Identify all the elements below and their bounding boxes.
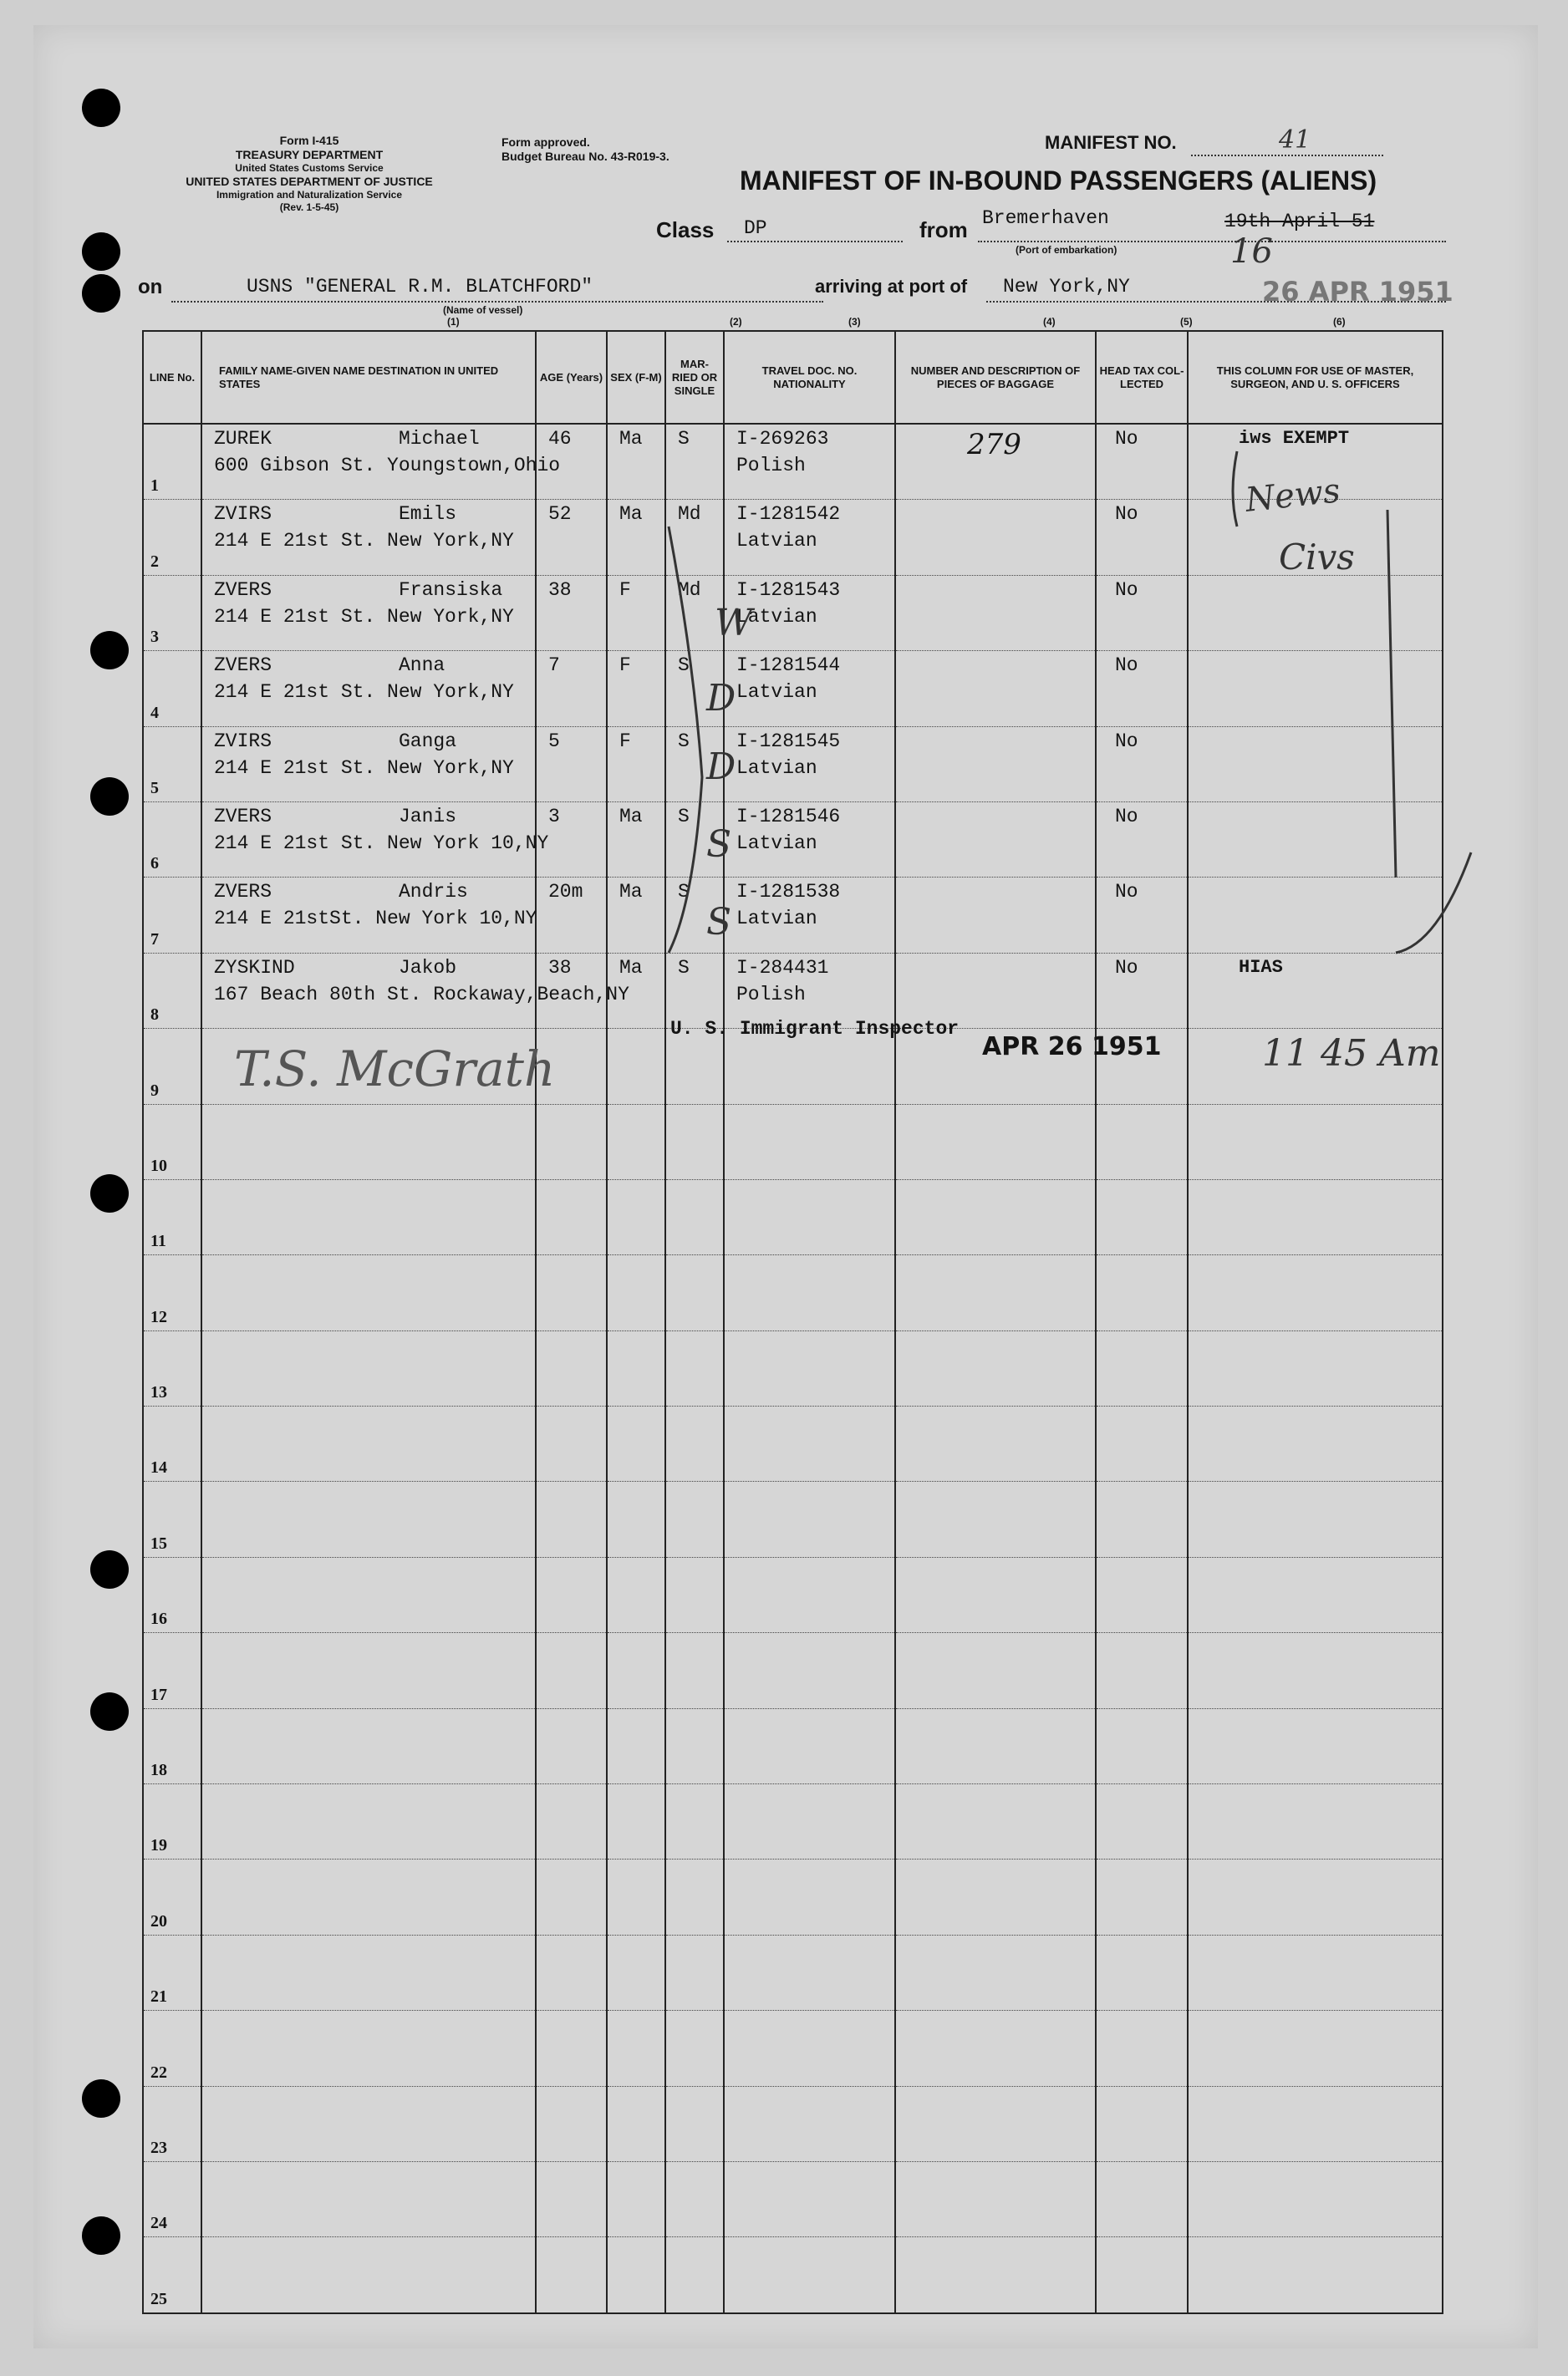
destination: 214 E 21stSt. New York 10,NY: [214, 908, 537, 930]
head-tax: No: [1115, 428, 1138, 450]
on-label: on: [138, 276, 163, 298]
family-name: ZVIRS: [214, 503, 272, 526]
line-number: 22: [150, 2063, 167, 2082]
age: 7: [548, 654, 560, 677]
travel-doc-no: I-1281546: [736, 805, 841, 827]
family-name: ZVERS: [214, 578, 272, 601]
marital-status: S: [678, 805, 690, 827]
marital-status: S: [678, 428, 690, 450]
from-value: Bremerhaven: [982, 207, 1109, 229]
family-name: ZVERS: [214, 654, 272, 677]
age: 3: [548, 805, 560, 827]
age: 20m: [548, 881, 583, 903]
sex: Ma: [619, 805, 643, 827]
manifest-no-label: MANIFEST NO.: [1045, 132, 1177, 153]
arrival-stamp: 26 APR 1951: [1262, 276, 1453, 308]
form-number: Form I-415: [279, 134, 339, 147]
ins-service: Immigration and Naturalization Service: [216, 189, 403, 201]
line-number: 11: [150, 1232, 166, 1251]
nationality: Latvian: [736, 681, 817, 704]
family-name: ZVIRS: [214, 730, 272, 752]
line-number: 6: [150, 854, 159, 873]
family-name: ZYSKIND: [214, 956, 295, 979]
given-name: Andris: [399, 881, 468, 903]
marital-status: Md: [678, 503, 701, 526]
nationality: Latvian: [736, 832, 817, 854]
line-number: 1: [150, 476, 159, 496]
sex: Ma: [619, 503, 643, 526]
travel-doc-no: I-284431: [736, 956, 829, 979]
line-number: 9: [150, 1081, 159, 1100]
destination: 167 Beach 80th St. Rockaway,Beach,NY: [214, 983, 629, 1005]
inspector-label: U. S. Immigrant Inspector: [670, 1018, 960, 1040]
date-hand: 16: [1230, 232, 1273, 271]
baggage: 279: [967, 428, 1021, 461]
form-approved: Form approved.: [501, 135, 590, 149]
line-number: 25: [150, 2289, 167, 2308]
vessel-name: USNS "GENERAL R.M. BLATCHFORD": [247, 276, 593, 298]
budget-bureau: Budget Bureau No. 43-R019-3.: [501, 150, 669, 163]
colnum-2: (2): [730, 316, 742, 328]
line-number: 12: [150, 1307, 167, 1326]
line-number: 2: [150, 552, 159, 571]
nationality: Polish: [736, 455, 806, 476]
head-tax: No: [1115, 503, 1138, 526]
col-name: FAMILY NAME-GIVEN NAME DESTINATION IN UNITED STATES: [201, 331, 536, 424]
line-number: 18: [150, 1761, 167, 1780]
class-label: Class: [656, 217, 715, 242]
head-tax: No: [1115, 654, 1138, 677]
colnum-4: (4): [1043, 316, 1056, 328]
arriving-label: arriving at port of: [815, 276, 968, 297]
travel-doc-no: I-1281545: [736, 730, 841, 752]
arriving-value: New York,NY: [1003, 276, 1130, 298]
col-tax: HEAD TAX COL-LECTED: [1096, 331, 1188, 424]
sex: F: [619, 730, 631, 752]
col-sex: SEX (F-M): [607, 331, 665, 424]
line-number: 10: [150, 1156, 167, 1175]
hand-mark-s1: S: [706, 823, 732, 866]
inspector-signature: T.S. McGrath: [234, 1040, 556, 1097]
line-number: 4: [150, 703, 159, 722]
line-number: 5: [150, 778, 159, 797]
destination: 214 E 21st St. New York,NY: [214, 756, 514, 779]
colnum-1: (1): [447, 316, 460, 328]
travel-doc-no: I-1281542: [736, 503, 841, 526]
col-baggage: NUMBER AND DESCRIPTION OF PIECES OF BAGGAGE: [895, 331, 1096, 424]
class-value: DP: [744, 217, 767, 239]
travel-doc-no: I-1281544: [736, 654, 841, 677]
line-number: 8: [150, 1005, 159, 1025]
line-number: 15: [150, 1534, 167, 1553]
family-name: ZUREK: [214, 428, 272, 450]
line-number: 13: [150, 1383, 167, 1402]
sex: Ma: [619, 881, 643, 903]
travel-doc-no: I-1281543: [736, 578, 841, 601]
age: 38: [548, 578, 572, 601]
age: 38: [548, 956, 572, 979]
nationality: Latvian: [736, 605, 817, 628]
marital-status: S: [678, 881, 690, 903]
manifest-page: [33, 25, 1538, 2348]
col-age: AGE (Years): [536, 331, 607, 424]
customs-service: United States Customs Service: [235, 162, 384, 174]
port-embark-note: (Port of embarkation): [1016, 244, 1117, 256]
justice-dept: UNITED STATES DEPARTMENT OF JUSTICE: [186, 175, 433, 188]
destination: 214 E 21st St. New York,NY: [214, 681, 514, 704]
given-name: Fransiska: [399, 578, 503, 601]
line-number: 20: [150, 1911, 167, 1931]
col-travel: TRAVEL DOC. NO. NATIONALITY: [724, 331, 895, 424]
treasury-dept: TREASURY DEPARTMENT: [235, 148, 384, 161]
sex: F: [619, 578, 631, 601]
colnum-6: (6): [1333, 316, 1346, 328]
marital-status: Md: [678, 578, 701, 601]
nationality: Latvian: [736, 756, 817, 779]
officer-note: HIAS: [1239, 956, 1283, 978]
hand-note-row2: Civs: [1279, 537, 1355, 577]
line-number: 14: [150, 1458, 167, 1478]
age: 52: [548, 503, 572, 526]
destination: 600 Gibson St. Youngstown,Ohio: [214, 455, 561, 476]
hand-strokes: [33, 25, 1538, 2348]
given-name: Michael: [399, 428, 480, 450]
destination: 214 E 21st St. New York,NY: [214, 530, 514, 552]
marital-status: S: [678, 730, 690, 752]
age: 5: [548, 730, 560, 752]
hand-mark-d1: D: [706, 677, 736, 720]
hand-mark-w: W: [715, 602, 753, 644]
head-tax: No: [1115, 805, 1138, 827]
given-name: Janis: [399, 805, 457, 827]
sex: F: [619, 654, 631, 677]
travel-doc-no: I-269263: [736, 428, 829, 450]
revision: (Rev. 1-5-45): [279, 201, 339, 213]
col-married: MAR-RIED OR SINGLE: [665, 331, 724, 424]
marital-status: S: [678, 654, 690, 677]
line-number: 16: [150, 1610, 167, 1629]
marital-status: S: [678, 956, 690, 979]
head-tax: No: [1115, 730, 1138, 752]
line-number: 21: [150, 1987, 167, 2007]
destination: 214 E 21st St. New York 10,NY: [214, 832, 549, 854]
age: 46: [548, 428, 572, 450]
date-typed: 19th April 51: [1224, 211, 1375, 232]
head-tax: No: [1115, 578, 1138, 601]
given-name: Jakob: [399, 956, 457, 979]
hand-mark-d2: D: [706, 745, 736, 788]
nationality: Latvian: [736, 908, 817, 930]
vessel-note: (Name of vessel): [443, 304, 523, 316]
colnum-5: (5): [1180, 316, 1193, 328]
manifest-title: MANIFEST OF IN-BOUND PASSENGERS (ALIENS): [740, 165, 1377, 196]
given-name: Anna: [399, 654, 445, 677]
head-tax: No: [1115, 956, 1138, 979]
nationality: Latvian: [736, 530, 817, 552]
manifest-no-value: 41: [1279, 125, 1311, 155]
hand-note-row1: News: [1243, 471, 1342, 520]
inspection-date-stamp: APR 26 1951: [982, 1032, 1162, 1061]
nationality: Polish: [736, 983, 806, 1005]
hand-mark-s2: S: [706, 901, 732, 944]
given-name: Ganga: [399, 730, 457, 752]
from-label: from: [919, 217, 968, 242]
colnum-3: (3): [848, 316, 861, 328]
officer-note: iws EXEMPT: [1239, 428, 1350, 449]
line-number: 19: [150, 1836, 167, 1855]
family-name: ZVERS: [214, 805, 272, 827]
inspection-time: 11 45 Am: [1262, 1032, 1441, 1075]
destination: 214 E 21st St. New York,NY: [214, 605, 514, 628]
col-line: LINE No.: [143, 331, 201, 424]
line-number: 3: [150, 628, 159, 647]
line-number: 24: [150, 2214, 167, 2233]
given-name: Emils: [399, 503, 457, 526]
family-name: ZVERS: [214, 881, 272, 903]
travel-doc-no: I-1281538: [736, 881, 841, 903]
line-number: 17: [150, 1685, 167, 1704]
col-officers: THIS COLUMN FOR USE OF MASTER, SURGEON, AND U. S. OFFICERS: [1188, 331, 1443, 424]
sex: Ma: [619, 428, 643, 450]
line-number: 23: [150, 2138, 167, 2157]
line-number: 7: [150, 929, 159, 949]
head-tax: No: [1115, 881, 1138, 903]
sex: Ma: [619, 956, 643, 979]
